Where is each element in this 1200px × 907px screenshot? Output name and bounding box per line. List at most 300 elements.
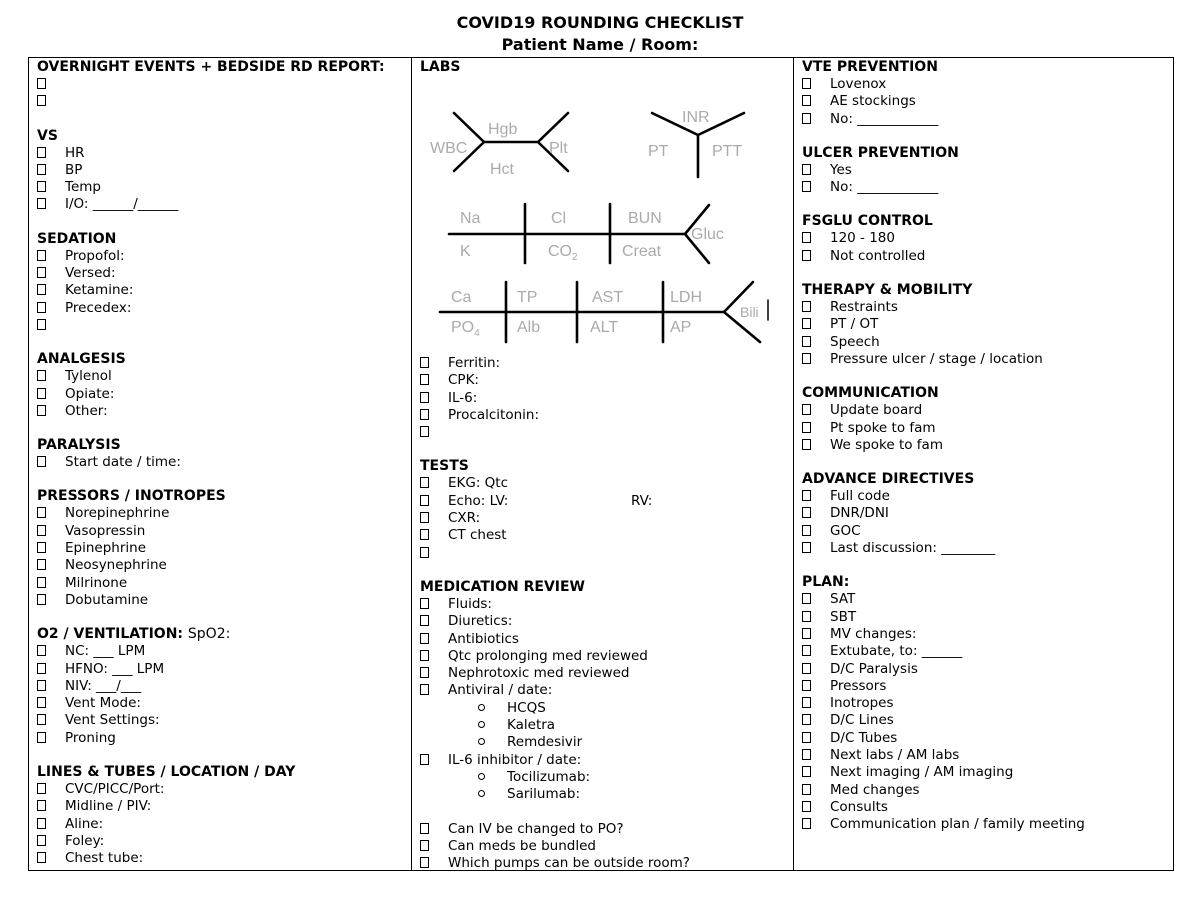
checkbox[interactable]	[802, 301, 811, 312]
checklist-item-3-0	[37, 368, 411, 385]
checklist-item-label: No: ____________	[830, 110, 939, 127]
checklist-section	[802, 385, 1173, 454]
checkbox[interactable]	[37, 714, 46, 725]
checkbox[interactable]	[37, 507, 46, 518]
checklist-item-label: Speech	[830, 333, 880, 350]
checkbox[interactable]	[802, 164, 811, 175]
checkbox[interactable]	[802, 353, 811, 364]
checklist-item-5-2	[802, 523, 1173, 540]
checklist-item-6-8	[802, 730, 1173, 747]
checklist-item-label: Foley:	[65, 832, 105, 849]
checklist-item-label: Propofol:	[65, 247, 125, 264]
section-title-text: THERAPY & MOBILITY	[802, 282, 973, 299]
checkbox[interactable]	[37, 370, 46, 381]
spacer	[420, 804, 793, 821]
checkbox[interactable]	[37, 267, 46, 278]
checklist-item-6-11	[802, 782, 1173, 799]
checklist-item-label: We spoke to fam	[830, 436, 943, 453]
labs-item-list	[420, 355, 793, 441]
checkbox[interactable]	[420, 667, 429, 678]
checklist-item-5-5	[37, 592, 411, 609]
checklist-item-label: HR	[65, 144, 85, 161]
sub-option-label: Remdesivir	[507, 734, 583, 751]
checklist-item-label: BP	[65, 161, 83, 178]
checkbox[interactable]	[420, 650, 429, 661]
section-title	[37, 764, 411, 781]
cbc-wbc-label: WBC	[430, 140, 468, 157]
section-title	[802, 471, 1173, 488]
cbc-hct-label: Hct	[490, 161, 514, 178]
checklist-item-label: CVC/PICC/Port:	[65, 781, 165, 798]
checklist-item-1-3	[37, 196, 411, 213]
checklist-item-label: Aline:	[65, 815, 104, 832]
checkbox[interactable]	[802, 732, 811, 743]
checklist-item-label: Restraints	[830, 299, 898, 316]
checkbox[interactable]	[37, 559, 46, 570]
checkbox[interactable]	[420, 409, 429, 420]
checklist-item-label: IL-6 inhibitor / date:	[448, 751, 582, 768]
checkbox[interactable]	[802, 181, 811, 192]
checkbox[interactable]	[420, 357, 429, 368]
checkbox[interactable]	[37, 783, 46, 794]
checklist-item-label: Inotropes	[830, 695, 894, 712]
checklist-item-label: D/C Paralysis	[830, 660, 918, 677]
checklist-item-1-1	[802, 179, 1173, 196]
checklist-item-med-2	[420, 631, 793, 648]
lab-fishbone-diagrams	[420, 76, 793, 355]
checklist-item-il6-inhibitor	[420, 752, 793, 769]
sub-option-antiviral-0	[420, 700, 793, 717]
checklist-item-5-1	[37, 523, 411, 540]
checklist-item-med-3	[420, 648, 793, 665]
checkbox[interactable]	[420, 615, 429, 626]
bmp-na-label: Na	[460, 210, 481, 227]
checklist-item-label: Yes	[830, 161, 852, 178]
checkbox[interactable]	[37, 525, 46, 536]
section-title	[37, 351, 411, 368]
checklist-item-5-3	[802, 540, 1173, 557]
checkbox[interactable]	[420, 684, 429, 695]
checklist-item-label: SBT	[830, 608, 857, 625]
checklist-item-7-4	[37, 850, 411, 867]
checklist-item-label: Echo: LV:	[448, 492, 509, 509]
checklist-item-6-2	[37, 678, 411, 695]
checkbox[interactable]	[802, 404, 811, 415]
checklist-item-2-0	[802, 230, 1173, 247]
checklist-item-5-3	[37, 557, 411, 574]
checklist-item-label: Dobutamine	[65, 591, 149, 608]
checklist-sheet	[28, 57, 1174, 871]
checkbox[interactable]	[420, 598, 429, 609]
checklist-item-final-2	[420, 855, 793, 872]
checklist-item-1-2	[37, 179, 411, 196]
checkbox[interactable]	[802, 645, 811, 656]
circle-bullet-icon	[478, 790, 485, 797]
checkbox[interactable]	[37, 250, 46, 261]
checklist-item-lab-0	[420, 355, 793, 372]
checklist-item-label: Qtc prolonging med reviewed	[448, 647, 648, 664]
checklist-item-6-3	[802, 643, 1173, 660]
sub-option-label: Sarilumab:	[507, 786, 580, 803]
checklist-section	[802, 59, 1173, 128]
column-middle	[411, 58, 793, 870]
checkbox[interactable]	[802, 749, 811, 760]
checkbox[interactable]	[802, 766, 811, 777]
echo-rv-label: RV:	[631, 492, 653, 509]
checklist-item-test-3	[420, 527, 793, 544]
checklist-item-label: Milrinone	[65, 574, 128, 591]
checklist-item-final-0	[420, 821, 793, 838]
checkbox[interactable]	[37, 835, 46, 846]
checklist-item-label: NC: ___ LPM	[65, 643, 146, 660]
checkbox[interactable]	[802, 714, 811, 725]
medication-review-list	[420, 596, 793, 872]
lft-po4-label: $PO_4$	[451, 319, 480, 339]
checklist-item-test-0	[420, 475, 793, 492]
checkbox[interactable]	[420, 633, 429, 644]
section-title-text: PARALYSIS	[37, 437, 121, 454]
checklist-section	[37, 231, 411, 334]
checklist-item-6-4	[802, 661, 1173, 678]
checkbox[interactable]	[802, 113, 811, 124]
checklist-item-3-2	[802, 334, 1173, 351]
circle-bullet-icon	[478, 704, 485, 711]
checklist-item-med-0	[420, 596, 793, 613]
cbc-hgb-label: Hgb	[488, 121, 518, 138]
checkbox[interactable]	[802, 611, 811, 622]
checklist-item-6-9	[802, 747, 1173, 764]
checklist-item-label: Antibiotics	[448, 630, 519, 647]
checkbox[interactable]	[802, 318, 811, 329]
checklist-item-0-1	[37, 93, 411, 110]
checklist-item-label: Next labs / AM labs	[830, 747, 960, 764]
checkbox[interactable]	[802, 784, 811, 795]
checklist-section	[37, 764, 411, 867]
checklist-item-6-1	[802, 609, 1173, 626]
section-title-text: LINES & TUBES / LOCATION / DAY	[37, 764, 296, 781]
sub-option-il6-0	[420, 769, 793, 786]
checklist-item-label: Consults	[830, 798, 888, 815]
bmp-bun-label: BUN	[628, 210, 662, 227]
checkbox[interactable]	[802, 78, 811, 89]
circle-bullet-icon	[478, 721, 485, 728]
checklist-item-label: Vasopressin	[65, 522, 146, 539]
checklist-section	[37, 351, 411, 420]
checkbox[interactable]	[802, 422, 811, 433]
checklist-item-3-3	[802, 351, 1173, 368]
checkbox[interactable]	[37, 456, 46, 467]
bmp-creat-label: Creat	[622, 243, 662, 260]
checkbox[interactable]	[37, 645, 46, 656]
checkbox[interactable]	[37, 663, 46, 674]
checklist-item-7-2	[37, 816, 411, 833]
checkbox[interactable]	[37, 95, 46, 106]
coag-ptt-label: PTT	[712, 143, 743, 160]
checklist-item-1-1	[37, 162, 411, 179]
circle-bullet-icon	[478, 738, 485, 745]
section-title	[37, 488, 411, 505]
patient-name-room-label: Patient Name / Room:	[501, 35, 699, 54]
checkbox[interactable]	[37, 319, 46, 330]
checklist-item-4-2	[802, 437, 1173, 454]
section-title	[802, 385, 1173, 402]
checkbox[interactable]	[802, 525, 811, 536]
checklist-item-label: Which pumps can be outside room?	[448, 855, 690, 872]
checkbox[interactable]	[37, 405, 46, 416]
column-left	[29, 58, 411, 870]
checklist-item-2-4	[37, 317, 411, 334]
sub-option-label: Tocilizumab:	[507, 768, 591, 785]
checkbox[interactable]	[420, 477, 429, 488]
checklist-item-5-1	[802, 505, 1173, 522]
cbc-line-ur	[538, 113, 568, 142]
section-title-extra: SpO2:	[187, 626, 231, 643]
checklist-item-4-0	[802, 402, 1173, 419]
checkbox[interactable]	[37, 594, 46, 605]
section-title-text: COMMUNICATION	[802, 385, 939, 402]
checklist-item-2-1	[37, 265, 411, 282]
section-title-text: ANALGESIS	[37, 351, 126, 368]
checkbox[interactable]	[802, 232, 811, 243]
checklist-item-5-0	[802, 488, 1173, 505]
checkbox[interactable]	[37, 542, 46, 553]
checklist-item-7-1	[37, 798, 411, 815]
checklist-item-label: D/C Tubes	[830, 729, 898, 746]
checklist-item-label: Vent Settings:	[65, 712, 160, 729]
checklist-item-label: Pt spoke to fam	[830, 419, 936, 436]
checklist-item-6-6	[802, 695, 1173, 712]
section-title-text: ULCER PREVENTION	[802, 144, 959, 161]
checkbox[interactable]	[802, 336, 811, 347]
checklist-item-label: Versed:	[65, 265, 116, 282]
coag-pt-label: PT	[648, 143, 669, 160]
checklist-item-3-1	[802, 316, 1173, 333]
checklist-item-1-0	[802, 162, 1173, 179]
checklist-item-1-0	[37, 145, 411, 162]
lft-ca-label: Ca	[451, 289, 472, 306]
section-title	[37, 231, 411, 248]
checkbox[interactable]	[37, 680, 46, 691]
checkbox[interactable]	[37, 852, 46, 863]
checklist-item-label: Med changes	[830, 781, 920, 798]
checklist-item-label: AE stockings	[830, 93, 916, 110]
checklist-item-label: MV changes:	[830, 625, 917, 642]
checklist-item-5-2	[37, 540, 411, 557]
checklist-item-label: Precedex:	[65, 299, 132, 316]
checklist-item-2-2	[37, 282, 411, 299]
checklist-item-label: Next imaging / AM imaging	[830, 764, 1014, 781]
checklist-item-label: Diuretics:	[448, 613, 513, 630]
checkbox[interactable]	[802, 542, 811, 553]
lft-tp-label: TP	[517, 289, 538, 306]
checklist-item-label: Can IV be changed to PO?	[448, 820, 624, 837]
checkbox[interactable]	[420, 392, 429, 403]
section-title-text: PLAN:	[802, 574, 850, 591]
checkbox[interactable]	[802, 801, 811, 812]
checklist-item-label: Other:	[65, 402, 108, 419]
checklist-item-lab-4	[420, 424, 793, 441]
checklist-item-6-13	[802, 816, 1173, 833]
circle-bullet-icon	[478, 773, 485, 780]
checklist-section	[802, 213, 1173, 265]
checklist-item-label: Fluids:	[448, 595, 492, 612]
checkbox[interactable]	[802, 593, 811, 604]
checklist-item-6-1	[37, 661, 411, 678]
checklist-item-4-0	[37, 454, 411, 471]
lft-bili-label: Bili	[740, 304, 759, 320]
lft-ast-label: AST	[592, 289, 624, 306]
checklist-item-5-4	[37, 575, 411, 592]
checkbox[interactable]	[37, 577, 46, 588]
section-title	[802, 145, 1173, 162]
checklist-item-2-3	[37, 300, 411, 317]
checkbox[interactable]	[802, 663, 811, 674]
checkbox[interactable]	[420, 547, 429, 558]
checkbox[interactable]	[802, 250, 811, 261]
checklist-section	[802, 574, 1173, 833]
checkbox[interactable]	[802, 507, 811, 518]
checklist-item-label: CT chest	[448, 527, 507, 544]
section-title-text: FSGLU CONTROL	[802, 213, 933, 230]
section-title-medication-review: MEDICATION REVIEW	[420, 578, 585, 595]
checklist-item-med-4	[420, 665, 793, 682]
checklist-item-0-0	[37, 76, 411, 93]
checkbox[interactable]	[37, 732, 46, 743]
checklist-item-6-5	[37, 730, 411, 747]
cbc-plt-label: Plt	[549, 140, 568, 157]
checkbox[interactable]	[802, 680, 811, 691]
checklist-section	[37, 128, 411, 214]
checklist-item-final-1	[420, 838, 793, 855]
checklist-item-6-5	[802, 678, 1173, 695]
checkbox[interactable]	[37, 818, 46, 829]
checklist-item-test-1	[420, 493, 793, 510]
checkbox[interactable]	[37, 147, 46, 158]
checkbox[interactable]	[37, 181, 46, 192]
checklist-item-3-2	[37, 403, 411, 420]
checkbox[interactable]	[37, 800, 46, 811]
lab-diagram-svg	[420, 76, 780, 351]
checklist-section	[37, 488, 411, 609]
checklist-item-label: SAT	[830, 591, 856, 608]
section-title-text: PRESSORS / INOTROPES	[37, 488, 226, 505]
checklist-section	[802, 282, 1173, 368]
checkbox[interactable]	[420, 754, 429, 765]
lft-ldh-label: LDH	[670, 289, 703, 306]
cbc-line-ul	[454, 113, 484, 142]
checkbox[interactable]	[37, 164, 46, 175]
checkbox[interactable]	[37, 388, 46, 399]
sub-option-il6-1	[420, 786, 793, 803]
checklist-title: COVID19 ROUNDING CHECKLIST	[456, 13, 744, 32]
checklist-section	[37, 59, 411, 111]
checkbox[interactable]	[420, 495, 429, 506]
checkbox[interactable]	[37, 302, 46, 313]
checkbox[interactable]	[802, 818, 811, 829]
checklist-item-2-0	[37, 248, 411, 265]
page-title	[0, 12, 1200, 56]
checklist-item-lab-2	[420, 390, 793, 407]
checklist-item-label: Opiate:	[65, 385, 115, 402]
checkbox[interactable]	[802, 628, 811, 639]
sub-option-label: HCQS	[507, 699, 546, 716]
checklist-item-label: Pressure ulcer / stage / location	[830, 350, 1043, 367]
checkbox[interactable]	[420, 529, 429, 540]
checklist-item-label: Ferritin:	[448, 355, 501, 371]
checkbox[interactable]	[802, 439, 811, 450]
checklist-item-label: Midline / PIV:	[65, 798, 152, 815]
checklist-item-label: NIV: ___/___	[65, 677, 142, 694]
checkbox[interactable]	[802, 95, 811, 106]
section-title-labs: LABS	[420, 59, 461, 75]
checklist-item-label: D/C Lines	[830, 712, 894, 729]
checkbox[interactable]	[420, 512, 429, 523]
checkbox[interactable]	[420, 374, 429, 385]
checkbox[interactable]	[420, 840, 429, 851]
checkbox[interactable]	[37, 78, 46, 89]
bmp-cl-label: Cl	[551, 210, 567, 227]
checklist-item-label: HFNO: ___ LPM	[65, 660, 165, 677]
sub-option-label: Kaletra	[507, 717, 556, 734]
checklist-item-label: Communication plan / family meeting	[830, 816, 1085, 833]
section-title-text: ADVANCE DIRECTIVES	[802, 471, 975, 488]
section-title	[37, 128, 411, 145]
bmp-co2-label: $CO_2$	[548, 243, 578, 263]
checklist-section	[802, 471, 1173, 557]
checkbox[interactable]	[37, 284, 46, 295]
checklist-item-label: Last discussion: ________	[830, 540, 996, 557]
checklist-item-label: EKG: Qtc	[448, 475, 509, 492]
checklist-item-test-4	[420, 545, 793, 562]
checklist-item-label: Neosynephrine	[65, 557, 167, 574]
checkbox[interactable]	[420, 426, 429, 437]
checkbox[interactable]	[420, 823, 429, 834]
section-title	[37, 626, 411, 643]
section-title-text: VS	[37, 127, 58, 144]
checkbox[interactable]	[37, 198, 46, 209]
tests-item-list	[420, 475, 793, 561]
checklist-item-label: GOC	[830, 522, 861, 539]
checkbox[interactable]	[802, 697, 811, 708]
section-title-text: OVERNIGHT EVENTS + BEDSIDE RD REPORT:	[37, 59, 385, 75]
checklist-item-label: CXR:	[448, 510, 481, 527]
checklist-item-6-7	[802, 712, 1173, 729]
checkbox[interactable]	[802, 490, 811, 501]
checklist-item-label: Can meds be bundled	[448, 837, 596, 854]
checklist-item-label: I/O: ______/______	[65, 196, 179, 213]
checklist-item-6-10	[802, 764, 1173, 781]
checklist-item-label: Start date / time:	[65, 454, 181, 471]
section-title	[37, 437, 411, 454]
checklist-item-2-1	[802, 248, 1173, 265]
checklist-item-label: Norepinephrine	[65, 505, 170, 522]
coag-inr-label: INR	[682, 109, 710, 126]
checklist-item-label: CPK:	[448, 372, 479, 389]
lft-alt-label: ALT	[590, 319, 619, 336]
checklist-item-0-1	[802, 93, 1173, 110]
checklist-item-label: Epinephrine	[65, 540, 146, 557]
checklist-item-6-0	[802, 591, 1173, 608]
checklist-item-med-1	[420, 613, 793, 630]
checkbox[interactable]	[37, 697, 46, 708]
checklist-item-7-0	[37, 781, 411, 798]
section-title-tests: TESTS	[420, 458, 469, 475]
lft-ap-label: AP	[670, 319, 692, 336]
checklist-item-label: Update board	[830, 402, 923, 419]
checklist-item-med-5	[420, 682, 793, 699]
checkbox[interactable]	[420, 857, 429, 868]
checklist-section	[37, 437, 411, 471]
